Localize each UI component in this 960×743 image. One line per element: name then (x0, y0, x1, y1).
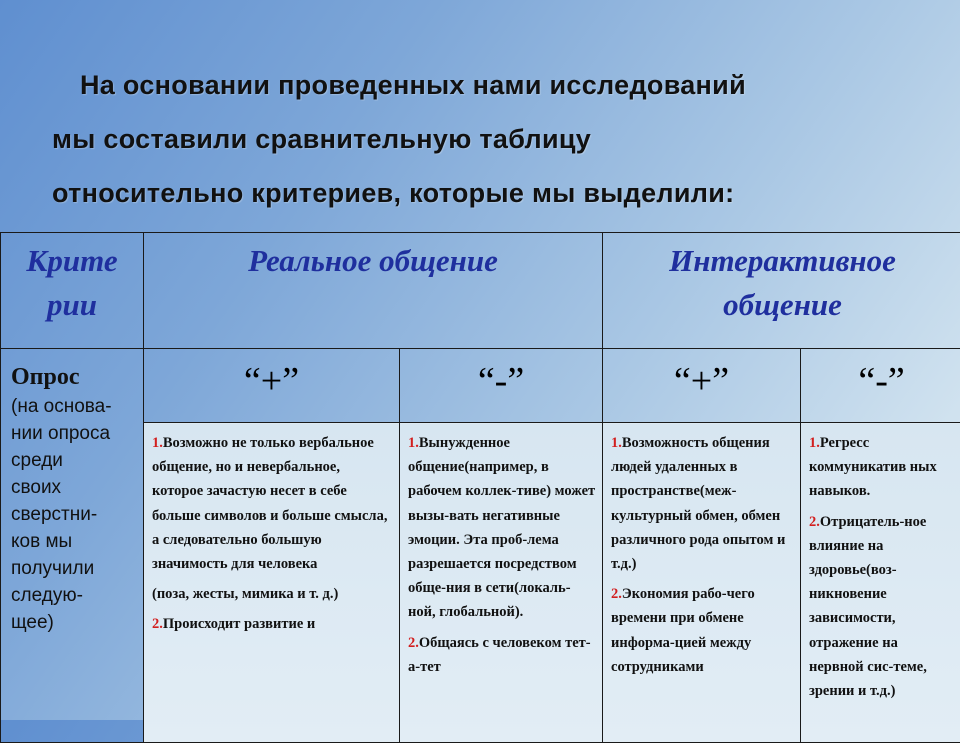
sign-interactive-plus: “+” (603, 349, 801, 423)
header-real-communication: Реальное общение (144, 233, 603, 349)
sign-interactive-minus: “-” (801, 349, 960, 423)
sign-real-minus: “-” (400, 349, 603, 423)
title-line-3: относительно критериев, которые мы выделили: (52, 166, 932, 220)
title-line-2: мы составили сравнительную таблицу (52, 112, 932, 166)
header-criteria: Крите рии (1, 233, 144, 349)
real-plus-details: 1.Возможно не только вербальное общение, но и невербальное, которое зачастую несет в себе больше символов и больше смысла, а следовательно большую значимость для человека (поза, жесты, мимика и т. д.) 2.Происходит развитие и (144, 423, 400, 743)
slide-title (52, 58, 932, 220)
interactive-minus-details: 1.Регресс коммуникатив ных навыков. 2.Отрицатель-ное влияние на здоровье(воз-никновение зависимости, отражение на нервной сис-теме, зрении и т.д.) (801, 423, 960, 743)
criterion-survey-cell (1, 349, 144, 743)
header-interactive-communication: Интерактивное общение (603, 233, 960, 349)
interactive-plus-details: 1.Возможность общения людей удаленных в пространстве(меж-культурный обмен, обмен различного рода опытом и т.д.) 2.Экономия рабо-чего времени при обмене информа-цией между сотрудниками (603, 423, 801, 743)
signs-row (1, 349, 960, 423)
title-line-1: На основании проведенных нами исследований (52, 58, 932, 112)
details-row (1, 423, 960, 743)
criterion-survey-head: Опрос (11, 361, 143, 393)
real-minus-details: 1.Вынужденное общение(например, в рабочем коллек-тиве) может вызы-вать негативные эмоции. Эта проб-лема разрешается посредством обще-ния в сети(локаль-ной, глобальной). 2.Общаясь с человеком тет-а-тет (400, 423, 603, 743)
sign-real-plus: “+” (144, 349, 400, 423)
header-row (1, 233, 960, 349)
criterion-survey-note: (на основа- нии опроса среди своих сверстни- ков мы получили следую- щее) (11, 393, 143, 636)
comparison-table (0, 232, 960, 743)
